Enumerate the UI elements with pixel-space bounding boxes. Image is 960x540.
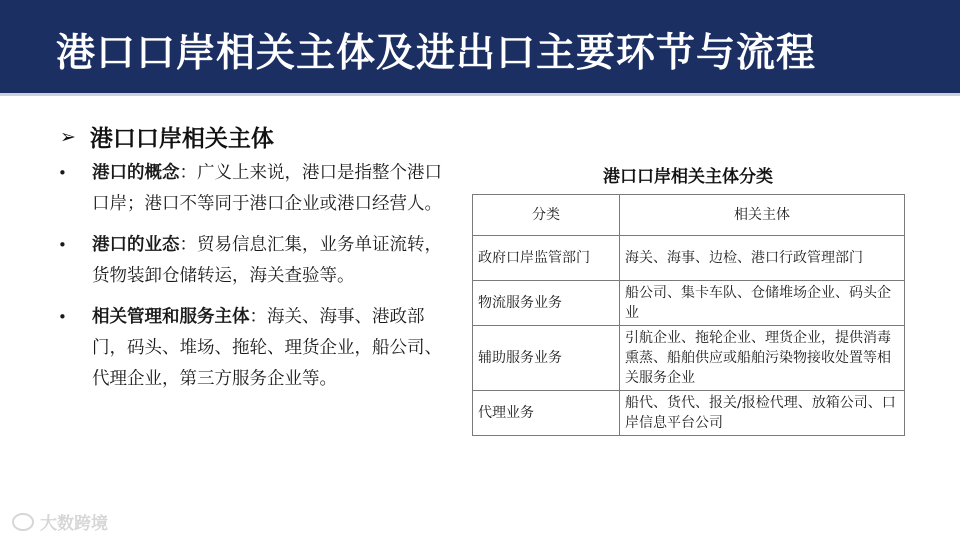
table-row bbox=[473, 236, 905, 281]
title-bar bbox=[0, 0, 960, 96]
category-cell: 物流服务业务 bbox=[473, 281, 620, 326]
slide-title: 港口口岸相关主体及进出口主要环节与流程 bbox=[56, 31, 817, 76]
bullet-text: ：贸易信息汇集，业务单证流转，货物装卸仓储转运，海关查验等。 bbox=[92, 235, 442, 286]
bullet-list bbox=[58, 158, 448, 405]
bullet-term: 港口的概念 bbox=[92, 163, 180, 183]
watermark-text: 大数跨境 bbox=[40, 514, 108, 534]
bullet-text: ：海关、海事、港政部门，码头、堆场、拖轮、理货企业，船公司、代理企业，第三方服务企业等。 bbox=[92, 307, 442, 389]
header-subjects: 相关主体 bbox=[620, 195, 905, 236]
table-row bbox=[473, 281, 905, 326]
subjects-cell: 海关、海事、边检、港口行政管理部门 bbox=[620, 236, 905, 281]
bullet-term: 港口的业态 bbox=[92, 235, 180, 255]
table-row bbox=[473, 326, 905, 391]
watermark bbox=[12, 509, 108, 534]
logo-icon bbox=[12, 513, 34, 531]
bullet-text: ：广义上来说，港口是指整个港口口岸；港口不等同于港口企业或港口经营人。 bbox=[92, 163, 442, 214]
table-header-row bbox=[473, 195, 905, 236]
subjects-cell: 引航企业、拖轮企业、理货企业，提供消毒熏蒸、船舶供应或船舶污染物接收处置等相关服务企业 bbox=[620, 326, 905, 391]
header-category: 分类 bbox=[473, 195, 620, 236]
category-cell: 政府口岸监管部门 bbox=[473, 236, 620, 281]
arrow-bullet-icon: ➢ bbox=[60, 125, 76, 148]
section-heading bbox=[60, 120, 274, 153]
subjects-cell: 船代、货代、报关/报检代理、放箱公司、口岸信息平台公司 bbox=[620, 391, 905, 436]
section-heading-text: 港口口岸相关主体 bbox=[89, 126, 274, 152]
table-row bbox=[473, 391, 905, 436]
bullet-dot-icon: • bbox=[58, 308, 67, 326]
subjects-table bbox=[472, 194, 905, 436]
bullet-item bbox=[58, 230, 448, 292]
bullet-term: 相关管理和服务主体 bbox=[92, 307, 250, 327]
bullet-dot-icon: • bbox=[58, 236, 67, 254]
category-cell: 代理业务 bbox=[473, 391, 620, 436]
category-cell: 辅助服务业务 bbox=[473, 326, 620, 391]
bullet-item bbox=[58, 302, 448, 395]
subjects-cell: 船公司、集卡车队、仓储堆场企业、码头企业 bbox=[620, 281, 905, 326]
bullet-dot-icon: • bbox=[58, 164, 67, 182]
bullet-item bbox=[58, 158, 448, 220]
table-title: 港口口岸相关主体分类 bbox=[603, 167, 773, 187]
